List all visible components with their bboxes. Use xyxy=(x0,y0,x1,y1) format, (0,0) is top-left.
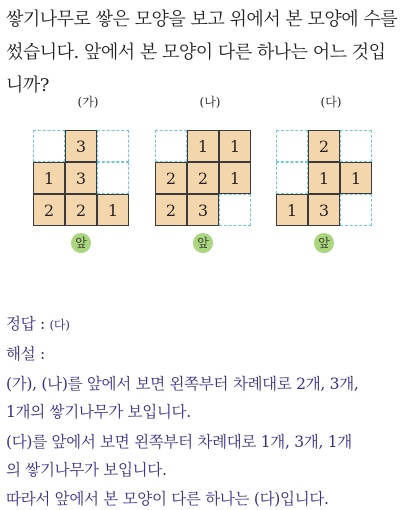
empty-cell xyxy=(155,130,187,162)
explanation-line: 따라서 앞에서 본 모양이 다른 하나는 (다)입니다. xyxy=(6,490,329,508)
block-cell: 3 xyxy=(308,194,340,226)
block-cell: 2 xyxy=(155,162,187,194)
block-cell: 2 xyxy=(33,194,65,226)
empty-cell xyxy=(33,130,65,162)
empty-cell xyxy=(340,130,372,162)
block-cell: 1 xyxy=(33,162,65,194)
figure-label: (가) xyxy=(77,95,99,109)
block-cell: 1 xyxy=(219,162,251,194)
explanation-line: 의 쌓기나무가 보입니다. xyxy=(6,461,167,479)
block-cell: 1 xyxy=(219,130,251,162)
block-cell: 3 xyxy=(187,194,219,226)
explanation-label: 해설 : xyxy=(6,345,45,363)
empty-cell xyxy=(276,130,308,162)
block-cell: 2 xyxy=(187,162,219,194)
block-cell: 1 xyxy=(340,162,372,194)
empty-cell xyxy=(340,194,372,226)
question-line: 니까? xyxy=(6,75,49,96)
block-cell: 2 xyxy=(155,194,187,226)
top-view-grid xyxy=(155,130,251,226)
block-cell: 3 xyxy=(65,130,97,162)
top-view-grid xyxy=(33,130,129,226)
block-cell: 1 xyxy=(187,130,219,162)
figure-label: (나) xyxy=(199,95,221,109)
top-view-grid xyxy=(276,130,372,226)
block-cell: 2 xyxy=(65,194,97,226)
question-line: 썼습니다. 앞에서 본 모양이 다른 하나는 어느 것입 xyxy=(6,42,386,63)
empty-cell xyxy=(276,162,308,194)
empty-cell xyxy=(97,162,129,194)
question-line: 쌓기나무로 쌓은 모양을 보고 위에서 본 모양에 수를 xyxy=(6,9,398,30)
answer-label: 정답 : xyxy=(6,315,45,333)
front-badge: 앞 xyxy=(193,233,213,253)
empty-cell xyxy=(97,130,129,162)
block-cell: 1 xyxy=(308,162,340,194)
answer-value: (다) xyxy=(49,318,70,332)
explanation-line: 1개의 쌓기나무가 보입니다. xyxy=(6,403,191,421)
front-badge: 앞 xyxy=(314,233,334,253)
figure-label: (다) xyxy=(320,95,342,109)
block-cell: 3 xyxy=(65,162,97,194)
explanation-line: (가), (나)를 앞에서 보면 왼쪽부터 차례대로 2개, 3개, xyxy=(6,375,359,393)
block-cell: 2 xyxy=(308,130,340,162)
front-badge: 앞 xyxy=(71,233,91,253)
explanation-line: (다)를 앞에서 보면 왼쪽부터 차례대로 1개, 3개, 1개 xyxy=(6,433,352,451)
block-cell: 1 xyxy=(97,194,129,226)
question-text xyxy=(6,3,398,102)
empty-cell xyxy=(219,194,251,226)
block-cell: 1 xyxy=(276,194,308,226)
answer-row xyxy=(6,312,400,334)
